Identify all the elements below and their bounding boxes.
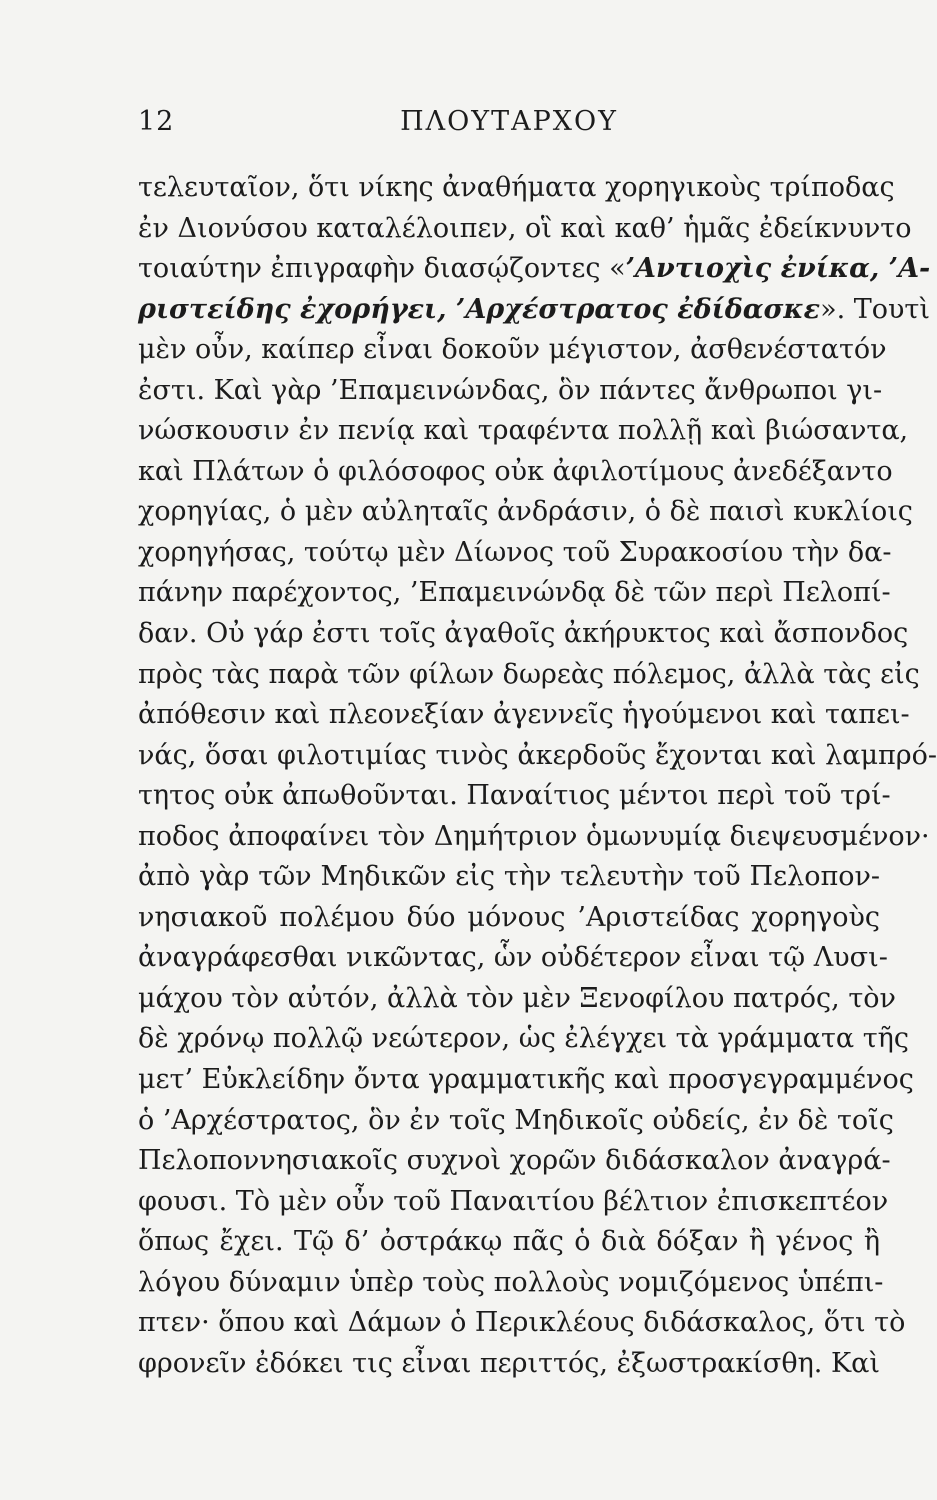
text-line: [138, 249, 931, 290]
text-line: [138, 614, 909, 655]
text-line: [138, 857, 880, 898]
page-number: 12: [138, 106, 175, 137]
text-segment: λόγου δύναμιν ὑπὲρ τοὺς πολλοὺς νομιζόμενος ὑπέπι-: [138, 1266, 884, 1298]
text-line: [138, 817, 930, 858]
text-segment: ὁ ’Αρχέστρατος, ὃν ἐν τοῖς Μηδικοῖς οὐδείς, ἐν δὲ τοῖς: [138, 1104, 894, 1136]
text-line: [138, 330, 887, 371]
text-line: [138, 736, 937, 777]
text-line: [138, 1222, 880, 1263]
text-line: [138, 533, 892, 574]
text-line: [138, 411, 909, 452]
text-segment: ἐν Διονύσου καταλέλοιπεν, οἳ καὶ καθ’ ἡμᾶς ἐδείκνυντο: [138, 212, 912, 244]
text-line: [138, 168, 895, 209]
text-segment: νησιακοῦ πολέμου δύο μόνους ’Αριστείδας χορηγοὺς: [138, 901, 880, 933]
text-line: [138, 1263, 884, 1304]
text-segment: δὲ χρόνῳ πολλῷ νεώτερον, ὡς ἐλέγχει τὰ γράμματα τῆς: [138, 1023, 909, 1055]
emphasized-inscription: ριστείδης ἐχορήγει, ’Αρχέστρατος ἐδίδασκε: [138, 293, 821, 325]
text-line: [138, 938, 888, 979]
text-segment: ἀπὸ γὰρ τῶν Μηδικῶν εἰς τὴν τελευτὴν τοῦ Πελοπον-: [138, 861, 880, 893]
text-segment: φρονεῖν ἐδόκει τις εἶναι περιττός, ἐξωστρακίσθη. Καὶ: [138, 1347, 880, 1379]
page-header: [138, 106, 880, 146]
text-line: [138, 492, 913, 533]
text-segment: τητος οὐκ ἀπωθοῦνται. Παναίτιος μέντοι περὶ τοῦ τρί-: [138, 780, 891, 812]
text-line: [138, 1019, 909, 1060]
text-segment: τοιαύτην ἐπιγραφὴν διασῴζοντες «: [138, 253, 626, 285]
text-line: [138, 1060, 914, 1101]
text-segment: τελευταῖον, ὅτι νίκης ἀναθήματα χορηγικοὺς τρίποδας: [138, 172, 895, 203]
text-segment: πρὸς τὰς παρὰ τῶν φίλων δωρεὰς πόλεμος, ἀλλὰ τὰς εἰς: [138, 658, 920, 690]
text-segment: ποδος ἀποφαίνει τὸν Δημήτριον ὁμωνυμίᾳ διεψευσμένον·: [138, 820, 930, 852]
text-line: [138, 290, 930, 331]
text-segment: χορηγίας, ὁ μὲν αὐληταῖς ἀνδράσιν, ὁ δὲ παισὶ κυκλίοις: [138, 496, 913, 528]
text-segment: Πελοποννησιακοῖς συχνοὶ χορῶν διδάσκαλον ἀναγρά-: [138, 1145, 891, 1177]
text-segment: ἐστι. Καὶ γὰρ ’Επαμεινώνδας, ὃν πάντες ἄνθρωποι γι-: [138, 374, 883, 406]
text-segment: ὅπως ἔχει. Τῷ δ’ ὀστράκῳ πᾶς ὁ διὰ δόξαν ἢ γένος ἢ: [138, 1226, 880, 1258]
text-line: [138, 979, 896, 1020]
text-line: [138, 655, 920, 696]
text-segment: χορηγήσας, τούτῳ μὲν Δίωνος τοῦ Συρακοσίου τὴν δα-: [138, 536, 892, 568]
text-line: [138, 1101, 894, 1142]
text-line: [138, 573, 891, 614]
text-segment: ἀπόθεσιν καὶ πλεονεξίαν ἀγεννεῖς ἡγούμενοι καὶ ταπει-: [138, 699, 910, 731]
text-line: [138, 371, 883, 412]
text-segment: δαν. Οὐ γάρ ἐστι τοῖς ἀγαθοῖς ἀκήρυκτος καὶ ἄσπονδος: [138, 618, 909, 650]
text-line: [138, 1141, 891, 1182]
text-line: [138, 695, 910, 736]
text-line: [138, 452, 893, 493]
text-segment: ». Τουτὶ: [820, 293, 930, 325]
text-segment: νώσκουσιν ἐν πενίᾳ καὶ τραφέντα πολλῇ καὶ βιώσαντα,: [138, 415, 909, 447]
text-line: [138, 898, 880, 939]
text-line: [138, 1303, 906, 1344]
text-segment: μὲν οὖν, καίπερ εἶναι δοκοῦν μέγιστον, ἀσθενέστατόν: [138, 334, 887, 366]
running-head: ΠΛΟΥΤΑΡΧΟΥ: [400, 106, 618, 137]
body-text: [138, 168, 937, 1384]
text-line: [138, 209, 912, 250]
text-segment: μάχου τὸν αὐτόν, ἀλλὰ τὸν μὲν Ξενοφίλου πατρός, τὸν: [138, 982, 896, 1014]
text-segment: καὶ Πλάτων ὁ φιλόσοφος οὐκ ἀφιλοτίμους ἀνεδέξαντο: [138, 455, 893, 487]
text-line: [138, 776, 891, 817]
text-segment: νάς, ὅσαι φιλοτιμίας τινὸς ἀκερδοῦς ἔχονται καὶ λαμπρό-: [138, 739, 937, 771]
text-segment: πάνην παρέχοντος, ’Επαμεινώνδᾳ δὲ τῶν περὶ Πελοπί-: [138, 577, 891, 609]
text-line: [138, 1182, 889, 1223]
text-segment: πτεν· ὅπου καὶ Δάμων ὁ Περικλέους διδάσκαλος, ὅτι τὸ: [138, 1307, 906, 1339]
text-segment: μετ’ Εὐκλείδην ὄντα γραμματικῆς καὶ προσγεγραμμένος: [138, 1064, 914, 1096]
text-segment: φουσι. Τὸ μὲν οὖν τοῦ Παναιτίου βέλτιον ἐπισκεπτέον: [138, 1185, 889, 1217]
emphasized-inscription: ’Αντιοχὶς ἐνίκα, ’Α-: [625, 253, 931, 285]
text-segment: ἀναγράφεσθαι νικῶντας, ὧν οὐδέτερον εἶναι τῷ Λυσι-: [138, 942, 888, 974]
text-line: [138, 1344, 880, 1385]
